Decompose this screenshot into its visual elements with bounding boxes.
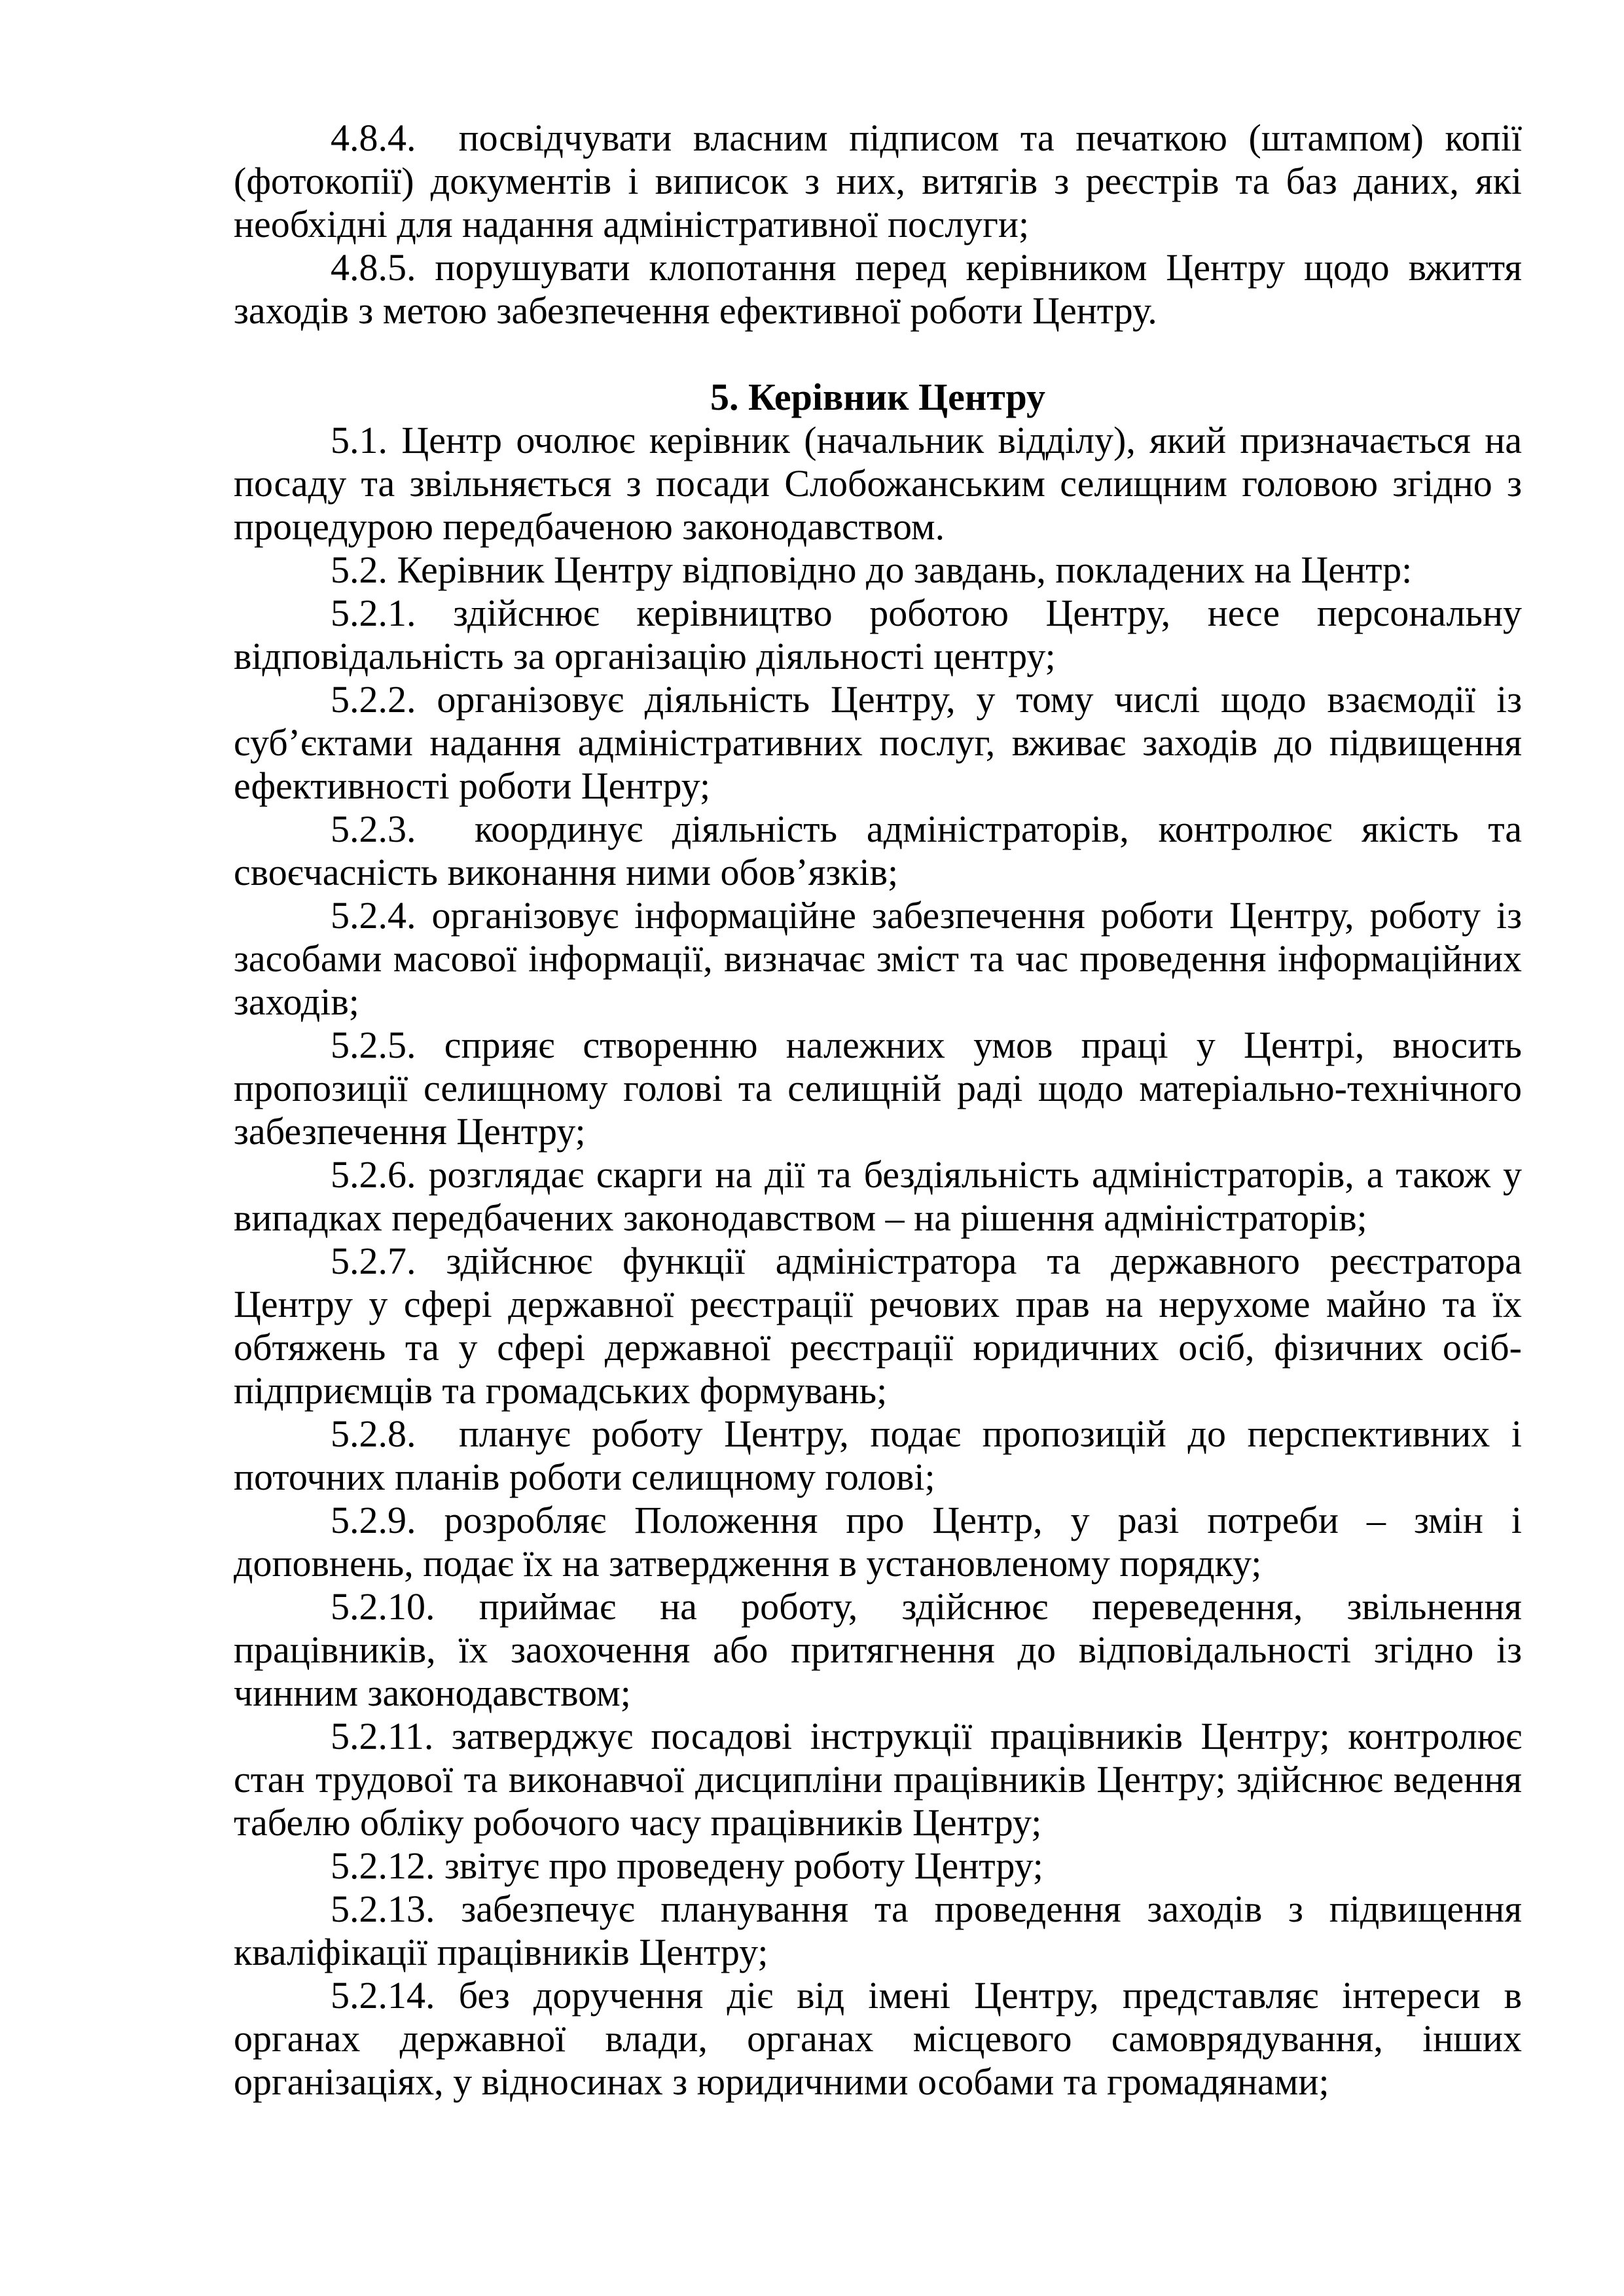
clause-text: організовує інформаційне забезпечення роботи Центру, роботу із засобами масової інформації, визначає зміст та час проведення інформаційних заходів; [234,894,1523,1023]
clause-text: сприяє створенню належних умов праці у Центрі, вносить пропозиції селищному голові та селищній раді щодо матеріально-технічного забезпечення Центру; [234,1024,1522,1153]
clause-text: розглядає скарги на дії та бездіяльність адміністраторів, а також у випадках передбачених законодавством – на рішення адміністраторів; [234,1153,1523,1239]
clause-number: 5.2.9. [331,1499,416,1541]
clause-number: 5.2. [331,548,388,591]
clause-number: 5.2.13. [331,1888,435,1930]
clause-text: Керівник Центру відповідно до завдань, покладених на Центр: [397,548,1413,591]
clause-number: 5.2.11. [331,1715,434,1757]
clause-text: без доручення діє від імені Центру, представляє інтереси в органах державної влади, органах місцевого самоврядування, інших організаціях, у відносинах з юридичними особами та громадянами; [234,1974,1523,2103]
clause-text: порушувати клопотання перед керівником Центру щодо вжиття заходів з метою забезпечення ефективної роботи Центру. [234,246,1523,332]
clause-text: здійснює керівництво роботою Центру, несе персональну відповідальність за організацію діяльності центру; [234,592,1522,677]
clause-number: 5.2.3. [331,808,416,850]
clause-5-2-10 [234,1585,1522,1715]
clause-number: 4.8.4. [331,117,416,159]
clause-5-2-11 [234,1715,1522,1844]
document-page [234,117,1522,2104]
clause-5-2-3 [234,808,1522,894]
clause-5-1 [234,419,1522,548]
clause-text: приймає на роботу, здійснює переведення, звільнення працівників, їх заохочення або притягнення до відповідальності згідно із чинним законодавством; [234,1585,1522,1714]
clause-number: 5.2.8. [331,1412,416,1455]
clause-5-2-6 [234,1153,1522,1240]
clause-5-2-13 [234,1888,1522,1974]
clause-5-2 [234,548,1522,592]
clause-number: 4.8.5. [331,246,416,289]
clause-text: посвідчувати власним підписом та печаткою (штампом) копії (фотокопії) документів і виписок з них, витягів з реєстрів та баз даних, які необхідні для надання адміністративної послуги; [234,117,1522,245]
clause-5-2-7 [234,1240,1522,1412]
clause-text: Центр очолює керівник (начальник відділу), який призначається на посаду та звільняється з посади Слобожанським селищним головою згідно з процедурою передбаченою законодавством. [234,419,1523,548]
clause-number: 5.1. [331,419,388,461]
clause-number: 5.2.4. [331,894,416,937]
clause-number: 5.2.10. [331,1585,435,1628]
clause-text: здійснює функції адміністратора та державного реєстратора Центру у сфері державної реєстрації речових прав на нерухоме майно та їх обтяжень та у сфері державної реєстрації юридичних осіб, фізичних осіб-підприємців та громадських формувань; [234,1240,1523,1412]
clause-5-2-14 [234,1974,1522,2104]
clause-number: 5.2.14. [331,1974,435,2017]
clause-text: планує роботу Центру, подає пропозицій до перспективних і поточних планів роботи селищному голові; [234,1412,1523,1498]
clause-text: розробляє Положення про Центр, у разі потреби – змін і доповнень, подає їх на затвердження в установленому порядку; [234,1499,1523,1585]
clause-5-2-12 [234,1844,1522,1888]
clause-4-8-4 [234,117,1522,246]
clause-text: звітує про проведену роботу Центру; [444,1844,1043,1887]
clause-number: 5.2.7. [331,1240,416,1282]
section-heading: 5. Керівник Центру [710,376,1045,418]
clause-number: 5.2.12. [331,1844,435,1887]
clause-text: організовує діяльність Центру, у тому числі щодо взаємодії із суб’єктами надання адміністративних послуг, вживає заходів до підвищення ефективності роботи Центру; [234,678,1522,807]
clause-5-2-9 [234,1499,1522,1585]
clause-4-8-5 [234,246,1522,332]
clause-number: 5.2.2. [331,678,416,721]
clause-number: 5.2.5. [331,1024,416,1066]
clause-5-2-2 [234,678,1522,808]
clause-5-2-1 [234,592,1522,678]
clause-text: затверджує посадові інструкції працівників Центру; контролює стан трудової та виконавчої дисципліни працівників Центру; здійснює ведення табелю обліку робочого часу працівників Центру; [234,1715,1523,1844]
clause-5-2-5 [234,1024,1522,1153]
clause-5-2-8 [234,1412,1522,1499]
clause-5-2-4 [234,894,1522,1024]
clause-text: координує діяльність адміністраторів, контролює якість та своєчасність виконання ними обов’язків; [234,808,1523,893]
clause-number: 5.2.6. [331,1153,416,1196]
clause-text: забезпечує планування та проведення заходів з підвищення кваліфікації працівників Центру; [234,1888,1522,1973]
clause-number: 5.2.1. [331,592,416,634]
